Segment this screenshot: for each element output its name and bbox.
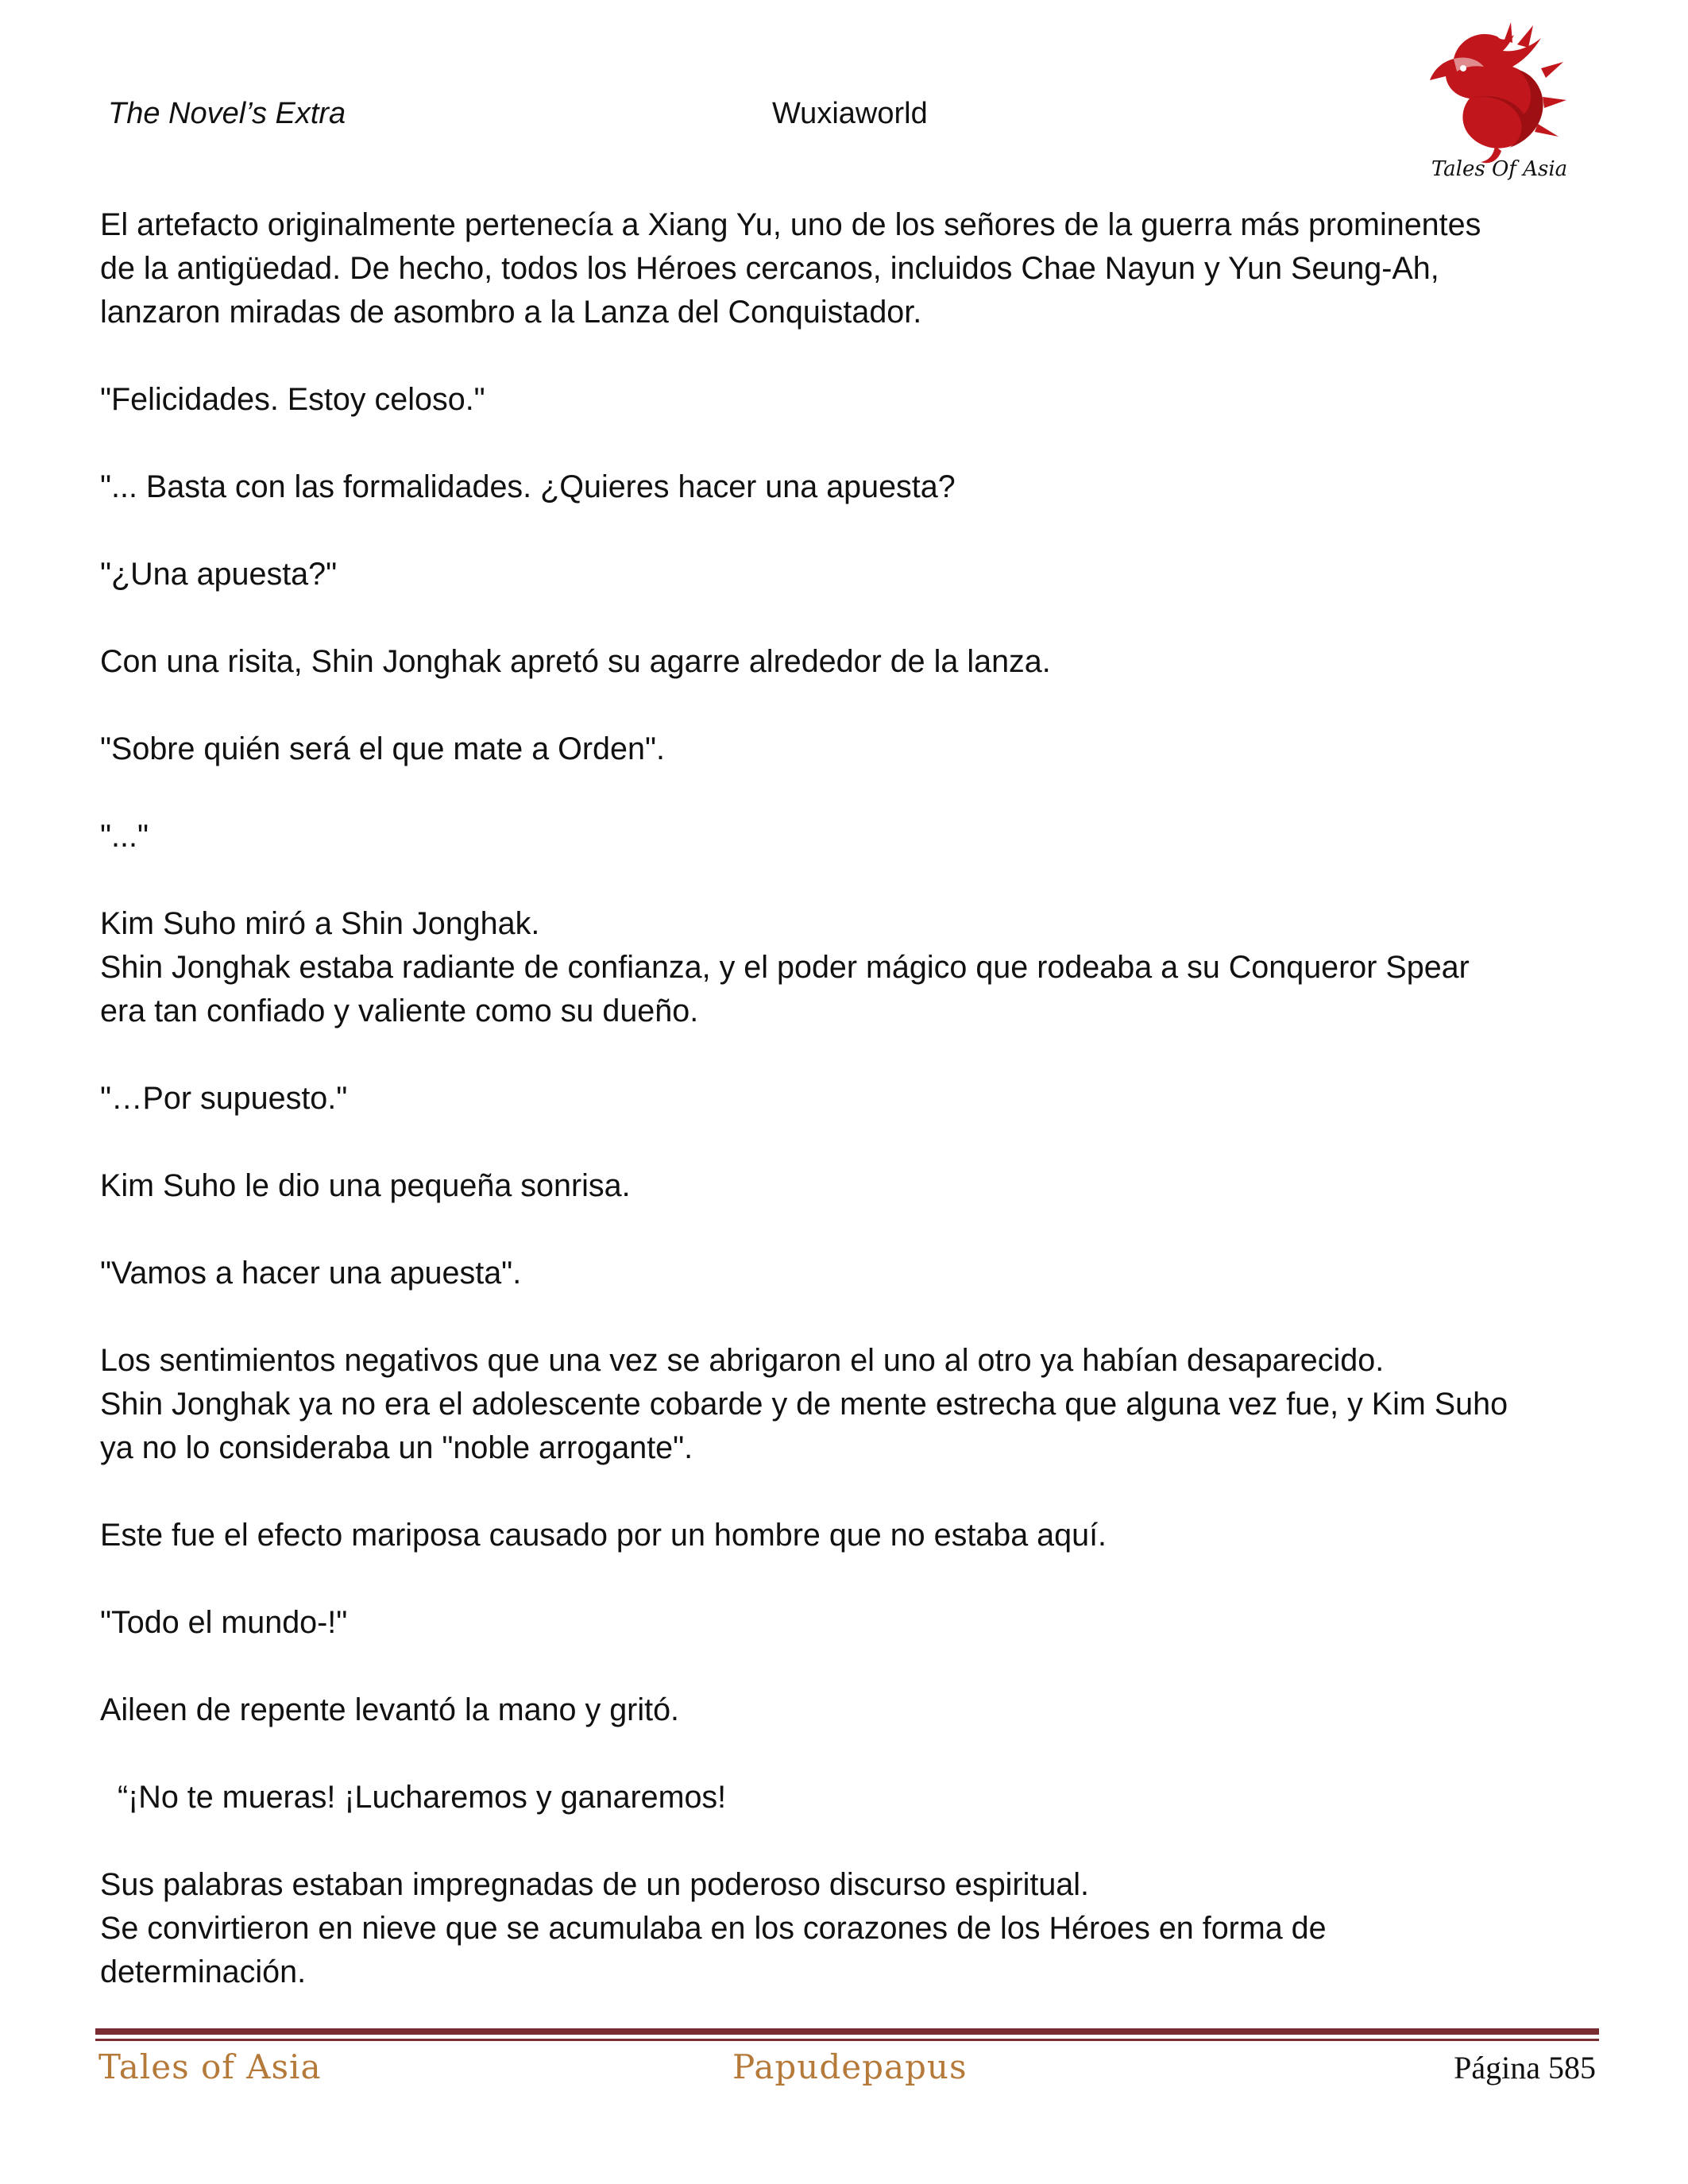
site-name: Wuxiaworld	[772, 97, 928, 130]
text-line: Kim Suho miró a Shin Jonghak.	[100, 906, 540, 941]
footer-site-name: Tales of Asia	[98, 2047, 322, 2086]
page-number: Página 585	[1454, 2050, 1596, 2086]
paragraph	[100, 1164, 1601, 1208]
text-line: “¡No te mueras! ¡Lucharemos y ganaremos!	[118, 1780, 727, 1815]
body-text	[100, 203, 1601, 2038]
text-line: determinación.	[100, 1954, 307, 1989]
paragraph	[100, 1776, 1601, 1819]
paragraph	[100, 1339, 1601, 1470]
text-line: "..."	[100, 819, 149, 854]
paragraph	[100, 1077, 1601, 1121]
paragraph	[100, 203, 1601, 334]
text-line: era tan confiado y valiente como su dueño.	[100, 994, 699, 1028]
paragraph	[100, 1863, 1601, 1994]
text-line: Shin Jonghak estaba radiante de confianza, y el poder mágico que rodeaba a su Conqueror Spear	[100, 950, 1470, 985]
text-line: El artefacto originalmente pertenecía a Xiang Yu, uno de los señores de la guerra más prominentes	[100, 207, 1481, 242]
text-line: "Todo el mundo-!"	[100, 1605, 348, 1640]
paragraph	[100, 815, 1601, 859]
paragraph	[100, 553, 1601, 596]
text-line: ya no lo consideraba un "noble arrogante".	[100, 1430, 693, 1465]
text-line: Se convirtieron en nieve que se acumulaba en los corazones de los Héroes en forma de	[100, 1911, 1327, 1946]
text-line: Con una risita, Shin Jonghak apretó su agarre alrededor de la lanza.	[100, 644, 1051, 679]
paragraph	[100, 1514, 1601, 1557]
paragraph	[100, 465, 1601, 509]
text-line: "¿Una apuesta?"	[100, 557, 338, 592]
text-line: Sus palabras estaban impregnadas de un poderoso discurso espiritual.	[100, 1867, 1090, 1902]
text-line: Los sentimientos negativos que una vez se abrigaron el uno al otro ya habían desaparecido.	[100, 1343, 1385, 1378]
paragraph	[100, 1601, 1601, 1645]
footer-translator: Papudepapus	[732, 2047, 968, 2086]
text-line: "Sobre quién será el que mate a Orden".	[100, 731, 665, 766]
text-line: de la antigüedad. De hecho, todos los Héroes cercanos, incluidos Chae Nayun y Yun Seung-Ah,	[100, 251, 1439, 286]
paragraph	[100, 378, 1601, 422]
text-line: Este fue el efecto mariposa causado por un hombre que no estaba aquí.	[100, 1518, 1107, 1553]
text-line: "... Basta con las formalidades. ¿Quieres hacer una apuesta?	[100, 469, 956, 504]
paragraph	[100, 640, 1601, 684]
logo-text: Tales Of Asia	[1431, 157, 1568, 181]
text-line: "…Por supuesto."	[100, 1081, 348, 1116]
text-line: Aileen de repente levantó la mano y gritó.	[100, 1692, 680, 1727]
text-line: "Vamos a hacer una apuesta".	[100, 1256, 522, 1291]
paragraph	[100, 1252, 1601, 1295]
text-line: Shin Jonghak ya no era el adolescente cobarde y de mente estrecha que alguna vez fue, y Kim Suho	[100, 1387, 1508, 1422]
book-title: The Novel’s Extra	[108, 97, 346, 130]
text-line: "Felicidades. Estoy celoso."	[100, 382, 485, 417]
text-line: lanzaron miradas de asombro a la Lanza del Conquistador.	[100, 295, 922, 330]
paragraph	[100, 902, 1601, 1033]
footer-rule-thin	[95, 2039, 1599, 2041]
text-line: Kim Suho le dio una pequeña sonrisa.	[100, 1168, 631, 1203]
paragraph	[100, 727, 1601, 771]
paragraph	[100, 1688, 1601, 1732]
footer-rule-thick	[95, 2028, 1599, 2035]
